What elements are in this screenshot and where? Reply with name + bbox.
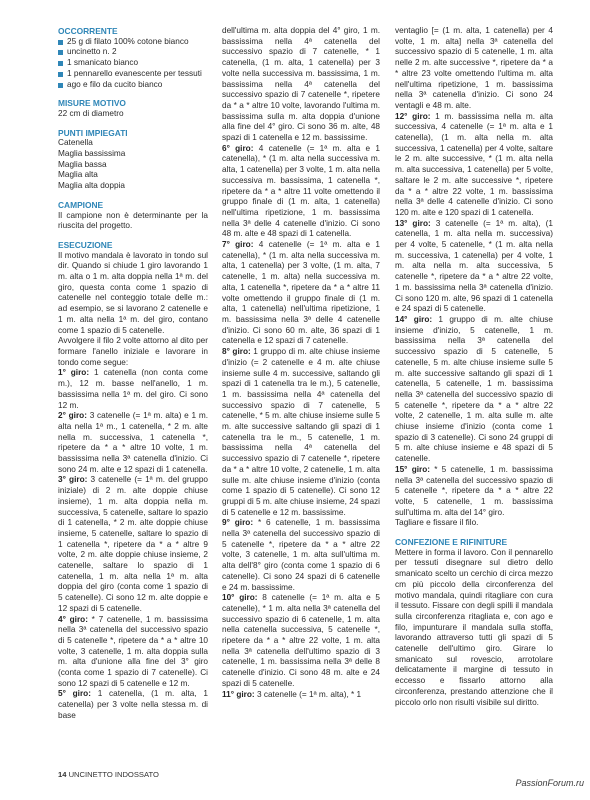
esecuzione-heading: ESECUZIONE (58, 239, 113, 250)
round-text: 3 catenelle (= 1ª m. alta) e 1 m. alta nella 1ª m., 1 catenella, * 2 m. alte nella m. successiva, 1 catenella *, ripetere da * a * altre 10 volte, 1 m. bassissima nella 3ª catenella d'inizio. Ci sono 24 m. alte e 12 spazi di 1 catenella. (58, 411, 208, 474)
round-12 (395, 112, 553, 219)
round-text: * 6 catenelle, 1 m. bassissima nella 3ª catenella del successivo spazio di 5 catenelle *, ripetere da * a * altre 22 volte, 3 catenelle, 1 m. alta sull'ultima m. alta dell'8° giro (conta come 1 spazio di 6 catenelle). Ci sono 24 spazi di 6 catenelle e 24 m. bassissime. (222, 518, 380, 592)
list-item: 1 pennarello evanescente per tessuti (58, 69, 208, 80)
round-text: 1 gruppo di m. alte chiuse insieme d'inizio, 5 catenelle, 1 m. bassissima nella 3ª catenella del successivo spazio di 5 catenelle, 5 catenelle, 5 m. alte chiuse insieme sulle 5 m. alte successive saltando gli spazi di 1 catenella, 5 catenelle, 1 m. bassissima nella 3ª catenella del successivo spazio di 5 catenelle *, ripetere da * a * altre 22 volte, 2 catenelle, 1 m. alta sulle m. alte chiuse insieme d'inizio (conta come 1 spazio di 3 catenelle). Ci sono 24 gruppi di 5 m. alte chiuse insieme e 48 spazi di 5 catenelle. (395, 314, 553, 464)
campione-heading: CAMPIONE (58, 199, 104, 210)
page-number: 14 (58, 770, 67, 779)
round-label: 7° giro: (222, 240, 254, 250)
round-6 (222, 144, 380, 240)
misure-text: 22 cm di diametro (58, 108, 124, 118)
stitch-item: Maglia alta doppia (58, 181, 125, 191)
round-label: 11° giro: (222, 689, 255, 699)
list-item: 1 smanicato bianco (58, 58, 208, 69)
round-4 (58, 615, 208, 690)
round-text: 8 catenelle (= 1ª m. alta e 5 catenelle), * 1 m. alta nella 3ª catenella del successivo spazio di 6 catenelle, 1 m. alta nella catenella successiva, 5 catenelle *, ripetere da * a * altre 22 volte, 1 m. alta nella 3ª catenella dell'ultimo spazio di 3 catenelle, 1 m. bassissima nella 3ª delle 8 catenelle d'inizio. Ci sono 48 m. alte e 24 spazi di 5 catenelle. (222, 593, 380, 688)
round-label: 13° giro: (395, 218, 431, 228)
list-item: ago e filo da cucito bianco (58, 80, 208, 91)
round-11 (222, 690, 380, 701)
round-1 (58, 368, 208, 411)
column-right (395, 26, 553, 708)
round-label: 14° giro: (395, 314, 433, 324)
round-label: 4° giro: (58, 614, 88, 624)
round-3 (58, 475, 208, 614)
list-item: 25 g di filato 100% cotone bianco (58, 37, 208, 48)
round-label: 6° giro: (222, 143, 254, 153)
round-text: 1 gruppo di m. alte chiuse insieme d'inizio (= 2 catenelle e 4 m. alte chiuse insieme sulle 4 m. successive, saltando gli spazi di 1 catenella tra le m.), 5 catenelle, 1 m. bassissima nella 4ª catenella del successivo spazio di 7 catenelle, 5 catenelle, * 5 m. alte chiuse insieme sulle 5 m. alte successive saltando gli spazi di 1 catenella tra le m., 5 catenelle, 1 m. bassissima nella 4ª catenella del successivo spazio di 7 catenelle *, ripetere da * a * altre 10 volte, 2 catenelle, 1 m. alta sulle m. alte chiuse insieme d'inizio (conta come 1 spazio di 5 catenelle). Ci sono 12 gruppi di 5 m. alte chiuse insieme, 24 spazi di 5 catenelle e 12 m. bassissime. (222, 347, 380, 517)
round-text: 3 catenelle (= 1ª m. alta), (1 catenella, 1 m. alta nella m. successiva) per 4 volte, 5 catenelle, * (1 m. alta nella m. successiva, 1 catenella) per 4 volte, 1 m. alta nella m. alta successiva, 5 catenelle *, ripetere da * a * altre 22 volte, 1 m. bassissima nella 3ª catenella d'inizio. Ci sono 120 m. alte, 96 spazi di 1 catenella e 24 spazi di 5 catenelle. (395, 218, 553, 314)
round-text: 1 m. bassissima nella m. alta successiva, 4 catenelle (= 1ª m. alta e 1 catenella), (1 m. alta nella m. alta successiva, 1 catenella) per 4 volte, saltare le 2 m. alte successive, * (1 m. alta nella m. alta successiva, 1 catenella) per 5 volte, saltare le 2 m. alte successive *, ripetere da * a * altre 22 volte, 1 m. bassissima nella 3ª delle 4 catenelle d'inizio. Ci sono 120 m. alte e 120 spazi di 1 catenella. (395, 111, 553, 217)
round-text: 1 catenella, (1 m. alta, 1 catenella) per 3 volte nella stessa m. di base (58, 689, 208, 720)
confezione-text: Mettere in forma il lavoro. Con il pennarello per tessuti disegnare sul dietro dello smanicato scelto un cerchio di circa mezzo cm più piccolo della circonferenza del motivo mandala, quindi ritagliare con cura il tessuto. Fissare con degli spilli il mandala sulla circonferenza ritagliata e, con ago e filo, impunturare il mandala sulla stoffa, lavorando attraverso tutti gli spazi di 5 catenelle dell'ultimo giro. Girare lo smanicato sul rovescio, arrotolare delicatamente il margine di tessuto in eccesso e fissarlo attorno alla circonferenza, prestando attenzione che il piccolo orlo non risulti visibile sul diritto. (395, 547, 553, 707)
round-label: 9° giro: (222, 518, 254, 528)
round-5 (58, 689, 208, 721)
campione-text: Il campione non è determinante per la riuscita del progetto. (58, 210, 208, 231)
round-9 (222, 518, 380, 593)
magazine-name: UNCINETTO INDOSSATO (68, 770, 159, 779)
round-10 (222, 593, 380, 689)
round-label: 2° giro: (58, 411, 87, 421)
watermark: PassionForum.ru (515, 778, 584, 788)
round-14 (395, 315, 553, 465)
round-2 (58, 411, 208, 475)
round-text: 1 catenella (non conta come m.), 12 m. basse nell'anello, 1 m. bassissima nella 1ª m. del giro. Ci sono 12 m. (58, 368, 208, 410)
stitch-item: Maglia alta (58, 170, 98, 180)
round-text: * 5 catenelle, 1 m. bassissima nella 3ª catenella del successivo spazio di 5 catenelle *, ripetere da * a * altre 22 volte, 5 catenelle, 1 m. bassissima sull'ultima m. alta del 14° giro. (395, 464, 553, 517)
stitch-item: Catenella (58, 138, 93, 148)
round-text: 4 catenelle (= 1ª m. alta e 1 catenella), * (1 m. alta nella successiva m. alta, 1 catenella) per 3 volte, (1 m. alta, 7 catenelle, 1 m. alta) nella successiva m. alta, 1 catenella *, ripetere da * a * altre 11 volte omettendo il gruppo finale di (1 m. alta, 1 catenella) nell'ultima ripetizione, 1 m. bassissima nella 3ª delle 4 catenelle d'inizio. Ci sono 60 m. alte, 36 spazi di 1 catenella e 12 spazi di 7 catenelle. (222, 240, 380, 346)
esecuzione-paragraph: Avvolgere il filo 2 volte attorno al dito per formare l'anello iniziale e lavorare in tondo come segue: (58, 336, 208, 367)
misure-heading: MISURE MOTIVO (58, 98, 126, 109)
round-text: 3 catenelle (= 1ª m. alta), * 1 (254, 689, 362, 699)
column-left (58, 26, 208, 722)
round-13 (395, 219, 553, 315)
materials-list (58, 37, 208, 91)
round-label: 5° giro: (58, 689, 91, 699)
round-label: 10° giro: (222, 593, 258, 603)
esecuzione-paragraph: Il motivo mandala è lavorato in tondo sul dir. Quando si chiude 1 giro lavorando 1 m. alta o 1 m. alta doppia nella 1ª m. del giro, questa conta come 1 spazio di catenelle nel conteggio totale delle m.: ad esempio, se si lavorano 2 catenelle e 1 m. alta nella 1ª m. del giro, contano come 1 spazio di 5 catenelle. (58, 250, 208, 335)
round-label: 3° giro: (58, 475, 88, 485)
round-15 (395, 465, 553, 519)
page-footer (58, 770, 159, 779)
round-label: 15° giro: (395, 464, 431, 474)
round-7 (222, 240, 380, 347)
round-text: 3 catenelle (= 1ª m. del gruppo iniziale) di 2 m. alte doppie chiuse insieme), 1 m. alta doppia nella m. successiva, 5 catenelle, saltare lo spazio di 1 catenella, * 2 m. alte doppie chiuse insieme, 5 catenelle, saltare lo spazio di 1 catenella *, ripetere da * a * altre 9 volte, 2 m. alte doppie chiuse insieme, 2 catenelle, saltare lo spazio di 1 catenella, 1 m. alta nella 1ª m. alta doppia del giro (conta come 1 spazio di 5 catenelle). Ci sono 12 m. alte doppie e 12 spazi di 5 catenelle. (58, 475, 208, 613)
stitch-item: Maglia bassissima (58, 149, 126, 159)
list-item: uncinetto n. 2 (58, 47, 208, 58)
round-text: * 7 catenelle, 1 m. bassissima nella 3ª catenella del successivo spazio di 5 catenelle *, ripetere da * a * altre 10 volte, 3 catenelle, 1 m. alta doppia sulla m. alta d'unione alla fine del 3° giro (conta come 1 spazio di 7 catenelle). Ci sono 12 spazi di 5 catenelle e 12 m. (58, 614, 208, 688)
confezione-heading: CONFEZIONE E RIFINITURE (395, 537, 508, 548)
finish-text: Tagliare e fissare il filo. (395, 518, 479, 528)
column-middle (222, 26, 380, 700)
occorrente-heading: OCCORRENTE (58, 26, 118, 36)
punti-heading: PUNTI IMPIEGATI (58, 127, 128, 138)
round-8 (222, 347, 380, 518)
stitch-item: Maglia bassa (58, 159, 107, 169)
round-text: 4 catenelle (= 1ª m. alta e 1 catenella), * (1 m. alta nella successiva m. alta, 1 catenella) per 3 volte, 1 m. alta nella successiva m. bassissima, 1 catenella *, ripetere da * a * altre 11 volte omettendo il gruppo finale di (1 m. alta, 1 catenella) nell'ultima ripetizione, 1 m. bassissima nella 3ª delle 4 catenelle d'inizio. Ci sono 48 m. alte e 48 spazi di 1 catenella. (222, 143, 380, 239)
continued-paragraph: ventaglio [= (1 m. alta, 1 catenella) per 4 volte, 1 m. alta] nella 3ª catenella del successivo spazio di 5 catenelle, 1 m. alta nelle 2 m. alte successive *, ripetere da * a * altre 23 volte omettendo l'ultima m. alta nell'ultima ripetizione, 1 m. bassissima nella 3ª catenella d'inizio. Ci sono 24 ventagli e 48 m. alte. (395, 26, 553, 110)
round-label: 8° giro: (222, 347, 251, 357)
continued-paragraph: dell'ultima m. alta doppia del 4° giro, 1 m. bassissima nella 4ª catenella del successivo spazio di 7 catenelle, * 1 catenella, (1 m. alta, 1 catenella) per 3 volte nella successiva m. bassissima, 1 m. bassissima nella 4ª catenella del successivo spazio di 7 catenelle *, ripetere da * a * altre 10 volte, lavorando l'ultima m. bassissima sulla m. alta doppia d'unione alla fine del 4° giro. Ci sono 36 m. alte, 48 spazi di 1 catenella e 12 m. bassissime. (222, 26, 380, 143)
round-label: 12° giro: (395, 111, 431, 121)
round-label: 1° giro: (58, 368, 90, 378)
